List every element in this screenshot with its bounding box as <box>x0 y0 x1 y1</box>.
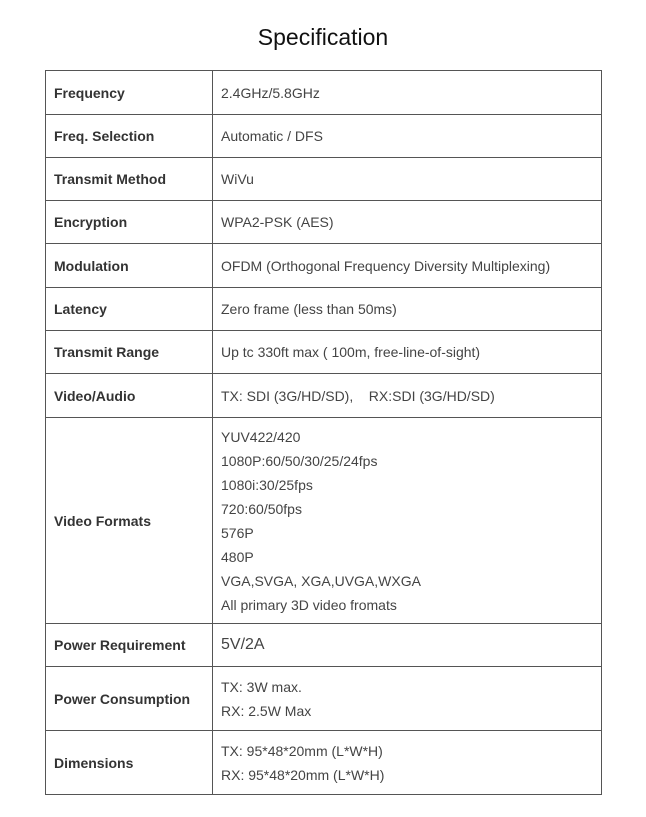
row-value: WPA2-PSK (AES) <box>213 201 602 244</box>
row-label: Power Consumption <box>46 667 213 731</box>
row-label: Video Formats <box>46 418 213 624</box>
table-row <box>46 288 602 331</box>
row-label: Transmit Method <box>46 158 213 201</box>
row-value: TX: 95*48*20mm (L*W*H) RX: 95*48*20mm (L*W*H) <box>213 731 602 795</box>
row-value: TX: SDI (3G/HD/SD), RX:SDI (3G/HD/SD) <box>213 374 602 418</box>
table-row <box>46 115 602 158</box>
table-row <box>46 731 602 795</box>
row-label: Power Requirement <box>46 624 213 667</box>
row-value: Zero frame (less than 50ms) <box>213 288 602 331</box>
row-label: Encryption <box>46 201 213 244</box>
row-value: Up tc 330ft max ( 100m, free-line-of-sight) <box>213 331 602 374</box>
row-label: Dimensions <box>46 731 213 795</box>
table-row <box>46 624 602 667</box>
page-title: Specification <box>257 24 389 50</box>
spec-table <box>45 70 602 795</box>
row-label: Freq. Selection <box>46 115 213 158</box>
row-value: OFDM (Orthogonal Frequency Diversity Multiplexing) <box>213 244 602 288</box>
table-row <box>46 71 602 115</box>
table-row <box>46 201 602 244</box>
table-row <box>46 374 602 418</box>
row-value: Automatic / DFS <box>213 115 602 158</box>
table-row <box>46 667 602 731</box>
row-label: Modulation <box>46 244 213 288</box>
row-value: YUV422/420 1080P:60/50/30/25/24fps 1080i:30/25fps 720:60/50fps 576P 480P VGA,SVGA, XGA,UVGA,WXGA All primary 3D video fromats <box>213 418 602 624</box>
table-row <box>46 418 602 624</box>
table-row <box>46 331 602 374</box>
row-value: WiVu <box>213 158 602 201</box>
row-label: Frequency <box>46 71 213 115</box>
row-label: Transmit Range <box>46 331 213 374</box>
row-label: Video/Audio <box>46 374 213 418</box>
table-row <box>46 158 602 201</box>
row-value: TX: 3W max. RX: 2.5W Max <box>213 667 602 731</box>
table-row <box>46 244 602 288</box>
row-label: Latency <box>46 288 213 331</box>
row-value: 2.4GHz/5.8GHz <box>213 71 602 115</box>
row-value: 5V/2A <box>213 624 602 667</box>
